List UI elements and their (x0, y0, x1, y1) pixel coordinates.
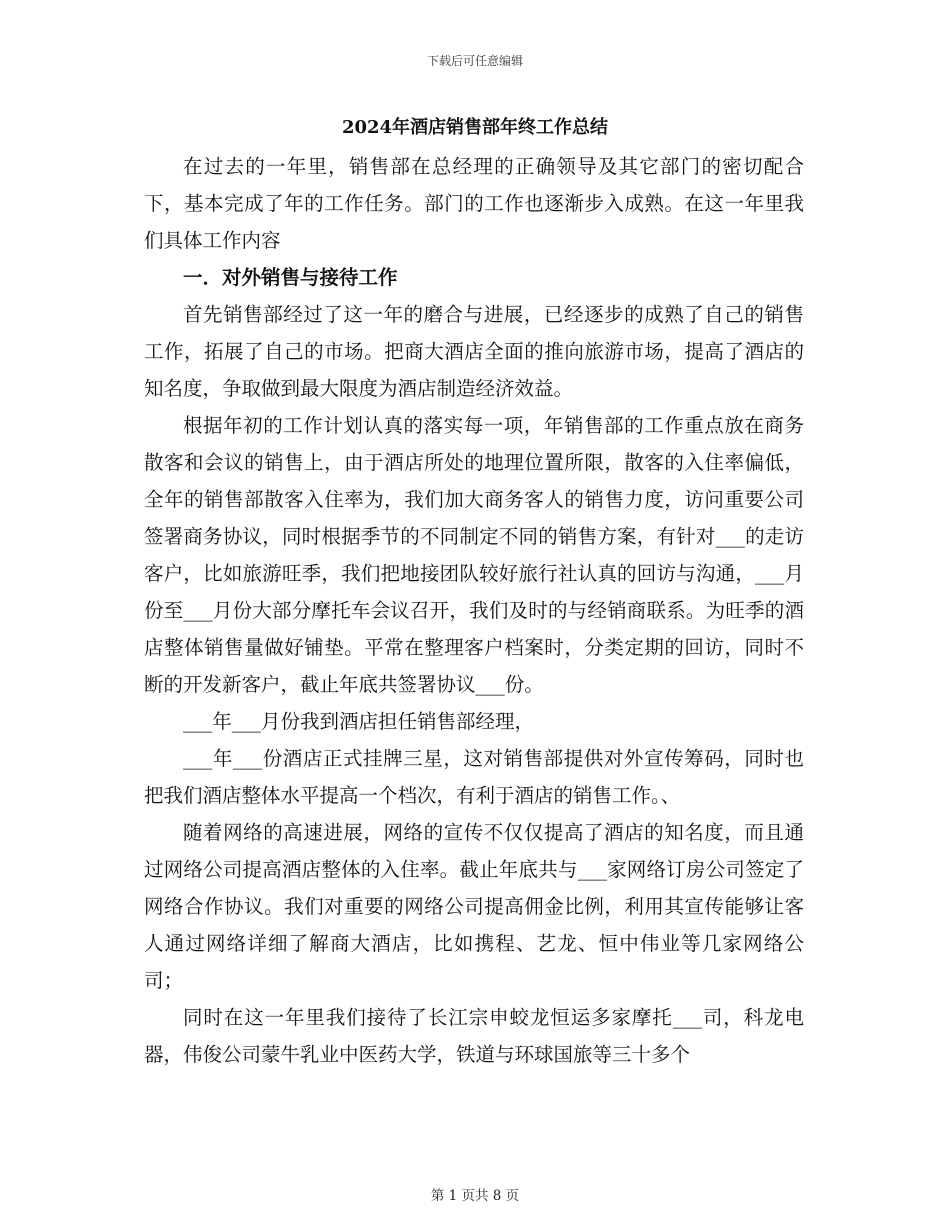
paragraph-reception: 同时在这一年里我们接待了长江宗申蛟龙恒运多家摩托___司，科龙电器，伟俊公司蒙牛乳业中医药大学，铁道与环球国旅等三十多个 (144, 1006, 804, 1066)
document-body (144, 148, 804, 1073)
paragraph-market: 首先销售部经过了这一年的磨合与进展，已经逐步的成熟了自己的销售工作，拓展了自己的市场。把商大酒店全面的推向旅游市场，提高了酒店的知名度，争取做到最大限度为酒店制造经济效益。 (144, 303, 804, 400)
paragraph-intro: 在过去的一年里，销售部在总经理的正确领导及其它部门的密切配合下，基本完成了年的工作任务。部门的工作也逐渐步入成熟。在这一年里我们具体工作内容 (144, 155, 804, 252)
page-number: 第 1 页共 8 页 (430, 1188, 520, 1204)
page-header: 下载后可任意编辑 (426, 54, 523, 68)
document-title: 2024年酒店销售部年终工作总结 (341, 117, 609, 138)
paragraph-three-star: ___年___份酒店正式挂牌三星，这对销售部提供对外宣传筹码，同时也把我们酒店整体水平提高一个档次，有利于酒店的销售工作。、 (144, 747, 804, 807)
paragraph-plan: 根据年初的工作计划认真的落实每一项，年销售部的工作重点放在商务散客和会议的销售上，由于酒店所处的地理位置所限，散客的入住率偏低，全年的销售部散客入住率为，我们加大商务客人的销售力度，访问重要公司签署商务协议，同时根据季节的不同制定不同的销售方案，有针对___的走访客户，比如旅游旺季，我们把地接团队较好旅行社认真的回访与沟通，___月份至___月份大部分摩托车会议召开，我们及时的与经销商联系。为旺季的酒店整体销售量做好铺垫。平常在整理客户档案时，分类定期的回访，同时不断的开发新客户，截止年底共签署协议___份。 (144, 414, 804, 696)
paragraph-manager: ___年___月份我到酒店担任销售部经理， (183, 710, 535, 733)
section-heading: 一．对外销售与接待工作 (183, 266, 398, 289)
paragraph-network: 随着网络的高速进展，网络的宣传不仅仅提高了酒店的知名度，而且通过网络公司提高酒店整体的入住率。截止年底共与___家网络订房公司签定了网络合作协议。我们对重要的网络公司提高佣金比例，利用其宣传能够让客人通过网络详细了解商大酒店，比如携程、艺龙、恒中伟业等几家网络公司； (144, 821, 804, 992)
